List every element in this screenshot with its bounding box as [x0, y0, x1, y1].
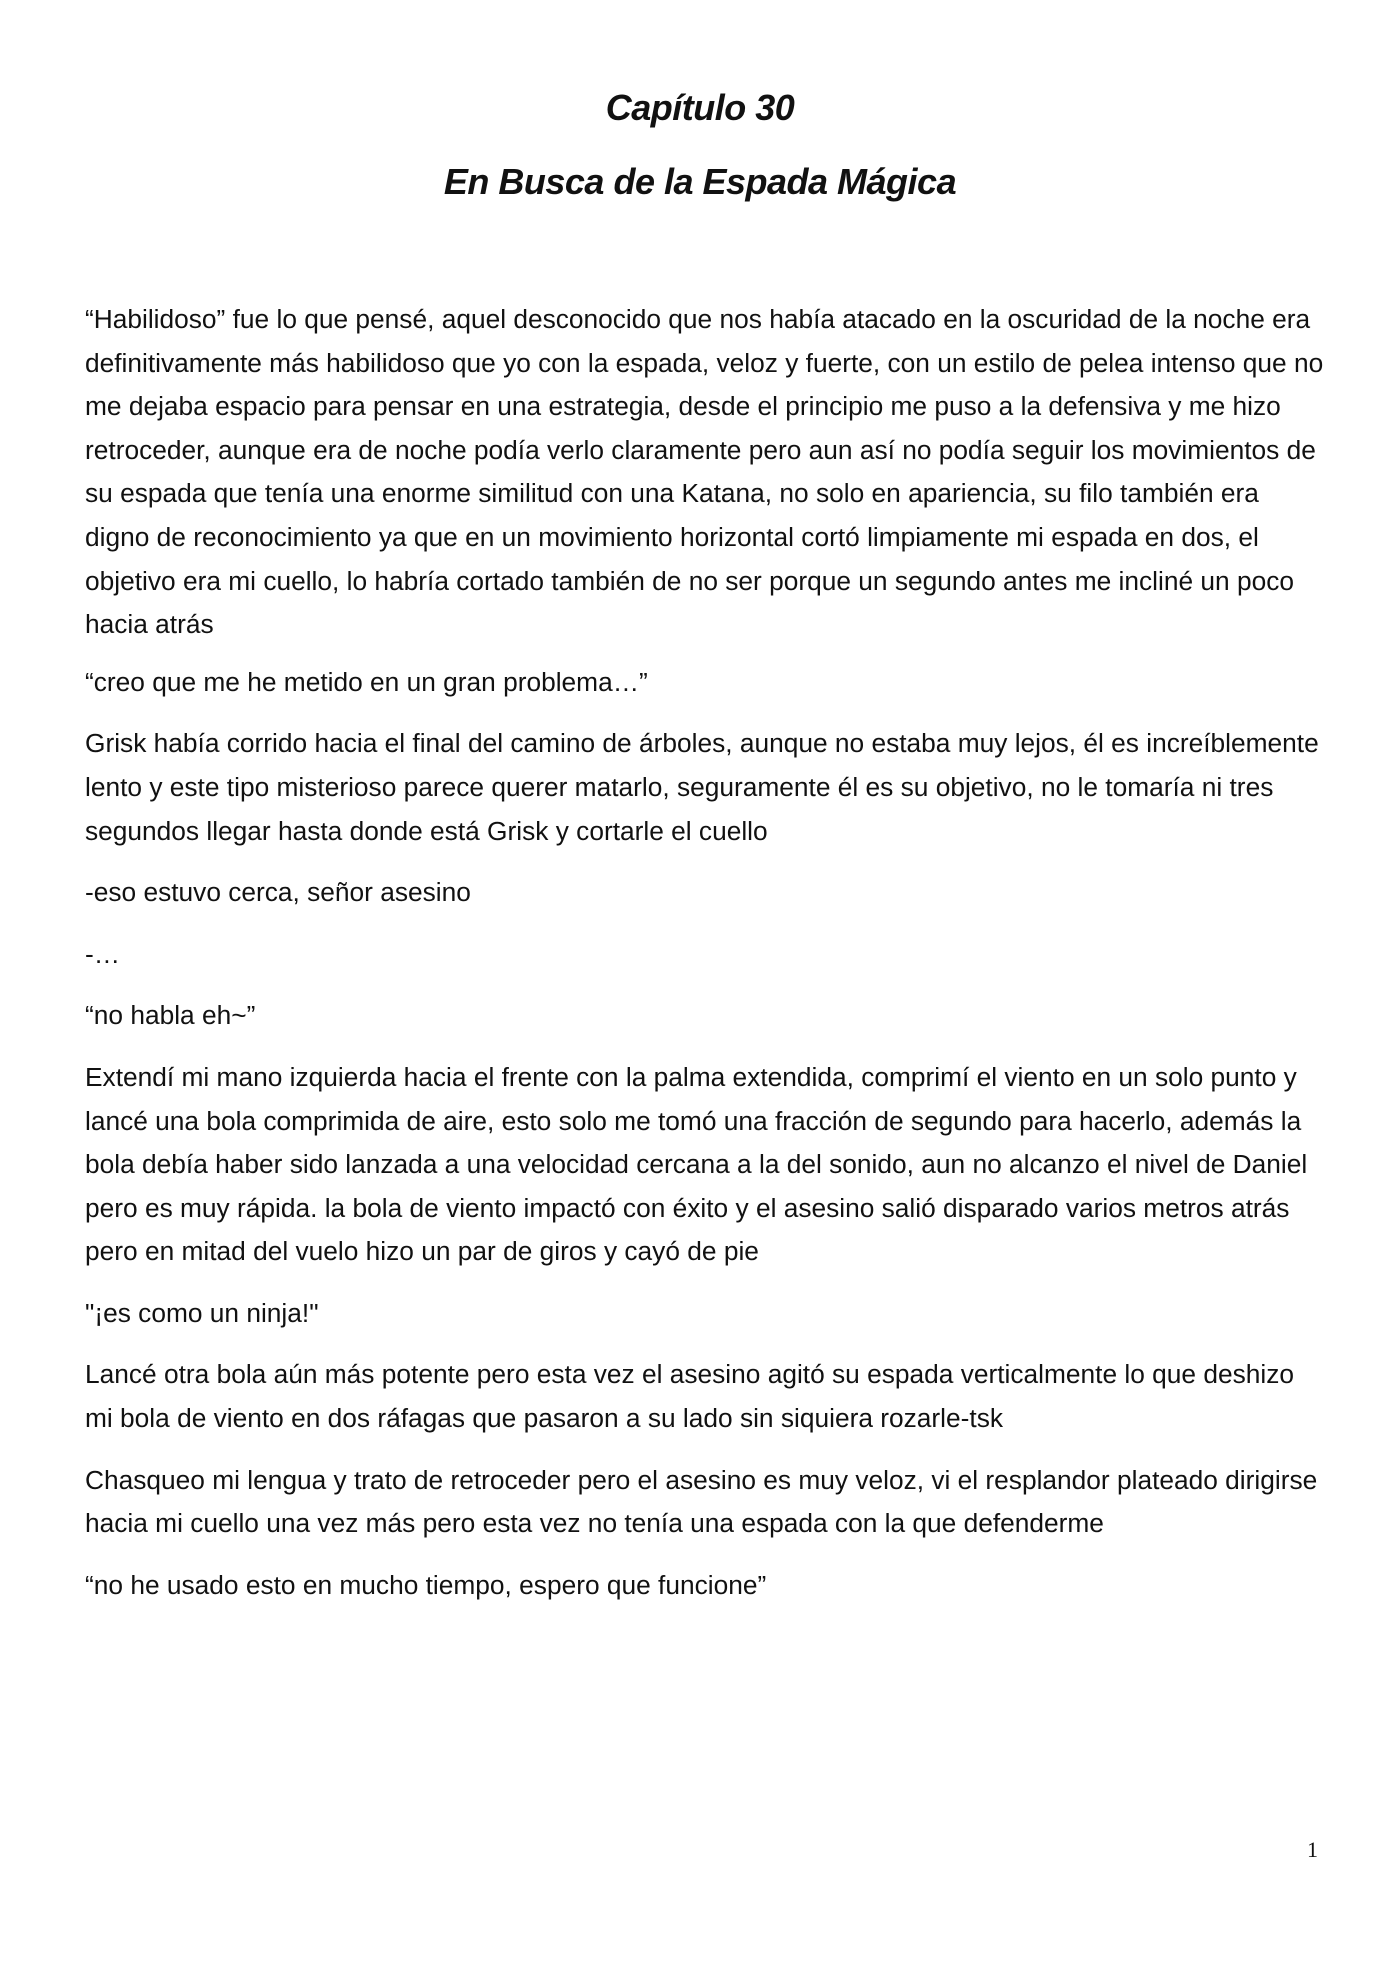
chapter-subtitle: En Busca de la Espada Mágica — [443, 161, 957, 202]
chapter-body — [85, 298, 1325, 1625]
paragraph: “Habilidoso” fue lo que pensé, aquel desconocido que nos había atacado en la oscuridad de la noche era definitivamente más habilidoso que yo con la espada, veloz y fuerte, con un estilo de pelea intenso que no me dejaba espacio para pensar en una estrategia, desde el principio me puso a la defensiva y me hizo retroceder, aunque era de noche podía verlo claramente pero aun así no podía seguir los movimientos de su espada que tenía una enorme similitud con una Katana, no solo en apariencia, su filo también era digno de reconocimiento ya que en un movimiento horizontal cortó limpiamente mi espada en dos, el objetivo era mi cuello, lo habría cortado también de no ser porque un segundo antes me incliné un poco hacia atrás — [85, 304, 1324, 640]
paragraph: “no habla eh~” — [85, 1000, 256, 1031]
paragraph: Chasqueo mi lengua y trato de retroceder pero el asesino es muy veloz, vi el resplandor plateado dirigirse hacia mi cuello una vez más pero esta vez no tenía una espada con la que defenderme — [85, 1464, 1318, 1539]
page-number: 1 — [1307, 1837, 1318, 1862]
paragraph: -eso estuvo cerca, señor asesino — [85, 877, 471, 908]
paragraph: "¡es como un ninja!" — [85, 1297, 319, 1328]
paragraph: “no he usado esto en mucho tiempo, espero que funcione” — [85, 1569, 767, 1600]
paragraph: Extendí mi mano izquierda hacia el frente con la palma extendida, comprimí el viento en un solo punto y lancé una bola comprimida de aire, esto solo me tomó una fracción de segundo para hacerlo, además la bola debía haber sido lanzada a una velocidad cercana a la del sonido, aun no alcanzo el nivel de Daniel pero es muy rápida. la bola de viento impactó con éxito y el asesino salió disparado varios metros atrás pero en mitad del vuelo hizo un par de giros y cayó de pie — [85, 1061, 1308, 1267]
paragraph: Grisk había corrido hacia el final del camino de árboles, aunque no estaba muy lejos, él es increíblemente lento y este tipo misterioso parece querer matarlo, seguramente él es su objetivo, no le tomaría ni tres segundos llegar hasta donde está Grisk y cortarle el cuello — [85, 728, 1319, 846]
paragraph: Lancé otra bola aún más potente pero esta vez el asesino agitó su espada verticalmente lo que deshizo mi bola de viento en dos ráfagas que pasaron a su lado sin siquiera rozarle-tsk — [85, 1359, 1294, 1434]
paragraph: “creo que me he metido en un gran problema…” — [85, 666, 648, 697]
chapter-title: Capítulo 30 — [605, 87, 795, 128]
chapter-heading — [0, 88, 1400, 202]
paragraph: -… — [85, 938, 121, 969]
